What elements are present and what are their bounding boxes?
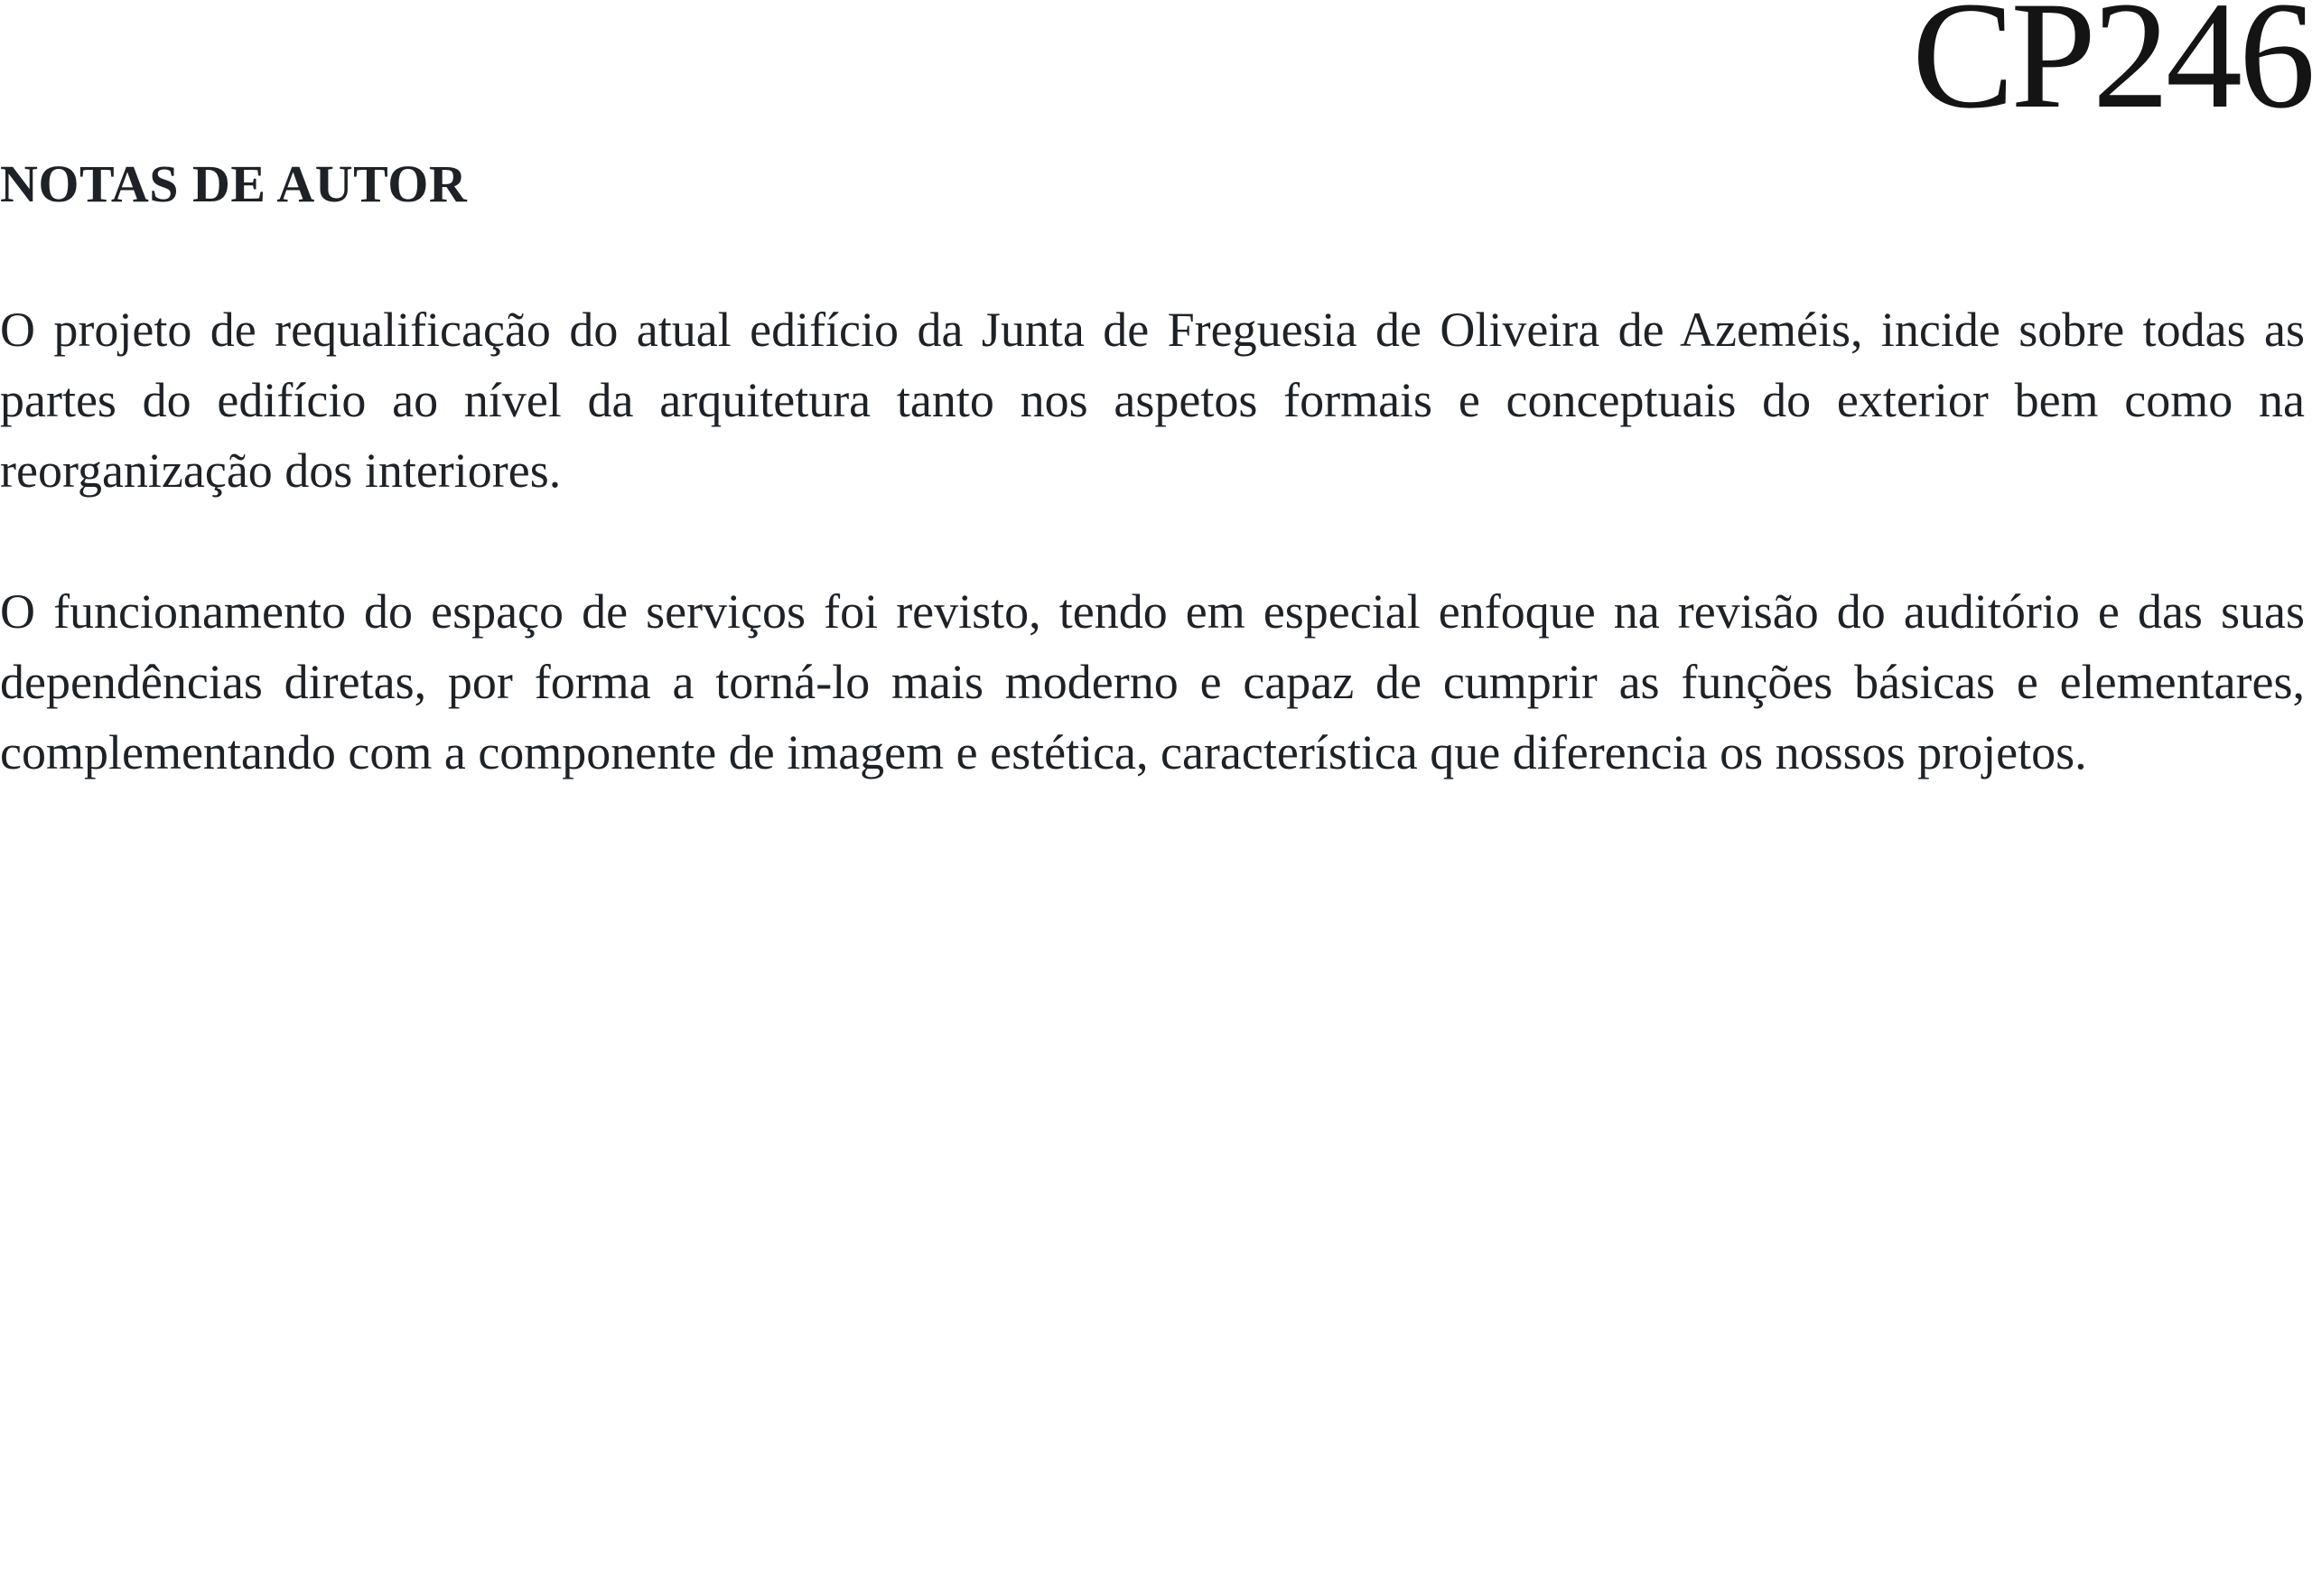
section-heading: NOTAS DE AUTOR [0,154,468,213]
paragraph: O projeto de requalificação do atual edifício da Junta de Freguesia de Oliveira de Azeméis, incide sobre todas as partes do edifício ao nível da arquitetura tanto nos aspetos formais e conceptuais do exterior bem como na reorganização dos interiores. [0,303,2305,498]
document-code: CP246 [1912,0,2312,140]
paragraph: O funcionamento do espaço de serviços foi revisto, tendo em especial enfoque na revisão do auditório e das suas dependências diretas, por forma a torná-lo mais moderno e capaz de cumprir as funções básicas e elementares, complementando com a componente de imagem e estética, característica que diferencia os nossos projetos. [0,584,2305,779]
author-notes-body [0,294,2305,858]
